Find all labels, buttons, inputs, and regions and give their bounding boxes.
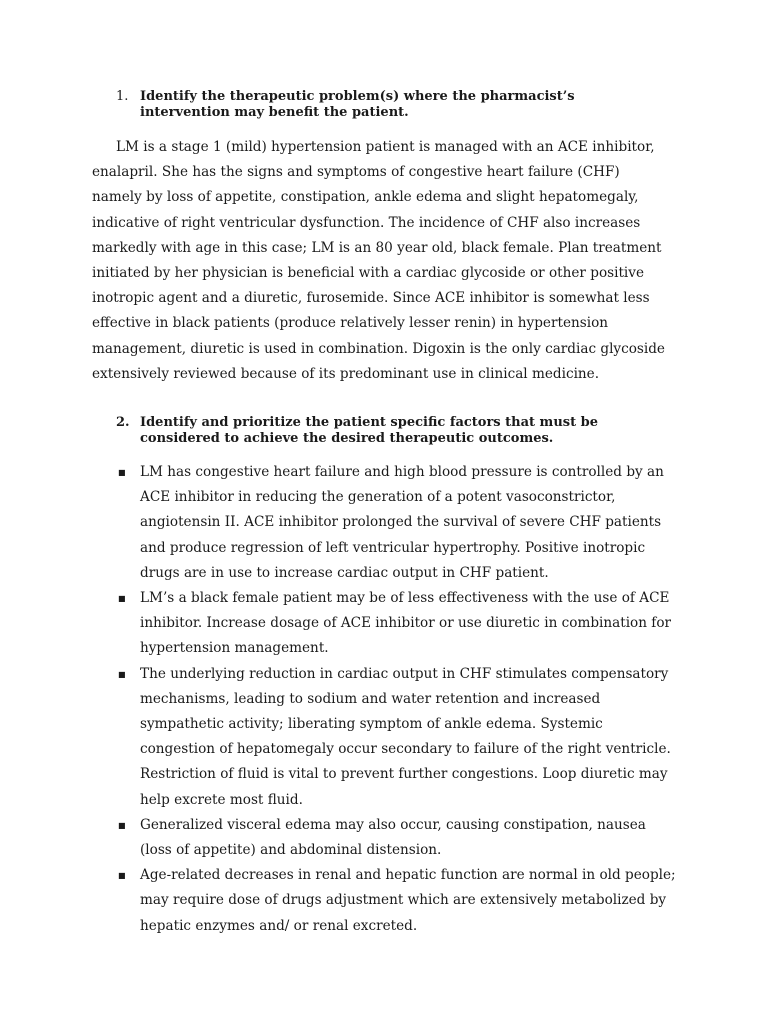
question-1-title: Identify the therapeutic problem(s) where the pharmacist’s intervention may benefit the patient. — [140, 89, 575, 120]
question-2-bullet-list — [116, 460, 676, 939]
square-bullet-icon: ■ — [118, 820, 126, 830]
bullet-text: The underlying reduction in cardiac output in CHF stimulates compensatory mechanisms, leading to sodium and water retention and increased sympathetic activity; liberating symptom of ankle edema. Systemic congestion of hepatomegaly occur secondary to failure of the right ventricle. Restriction of fluid is vital to prevent further congestions. Loop diuretic may help excrete most fluid. — [140, 665, 671, 808]
question-2-number: 2. — [116, 415, 130, 430]
list-item — [116, 813, 676, 863]
bullet-text: LM’s a black female patient may be of less effectiveness with the use of ACE inhibitor. Increase dosage of ACE inhibitor or use diuretic in combination for hypertension management. — [140, 590, 672, 657]
square-bullet-icon: ■ — [118, 468, 126, 477]
bullet-text: Age-related decreases in renal and hepatic function are normal in old people; may require dose of drugs adjustment which are extensively metabolized by hepatic enzymes and/ or renal excreted. — [140, 867, 676, 934]
list-item — [116, 662, 676, 813]
question-1-answer-paragraph: LM is a stage 1 (mild) hypertension patient is managed with an ACE inhibitor, enalapril. She has the signs and symptoms of congestive heart failure (CHF) namely by loss of appetite, constipation, ankle edema and slight hepatomegaly, indicative of right ventricular dysfunction. The incidence of CHF also increases markedly with age in this case; LM is an 80 year old, black female. Plan treatment initiated by her physician is beneficial with a cardiac glycoside or other positive inotropic agent and a diuretic, furosemide. Since ACE inhibitor is somewhat less effective in black patients (produce relatively lesser renin) in hypertension management, diuretic is used in combination. Digoxin is the only cardiac glycoside extensively reviewed because of its predominant use in clinical medicine. — [92, 139, 665, 382]
question-1-number: 1. — [116, 89, 129, 104]
list-item — [116, 586, 676, 662]
square-bullet-icon: ■ — [118, 669, 126, 679]
bullet-text: Generalized visceral edema may also occur, causing constipation, nausea (loss of appetite) and abdominal distension. — [140, 816, 646, 859]
question-2-title: Identify and prioritize the patient specific factors that must be considered to achieve the desired therapeutic outcomes. — [140, 415, 598, 446]
question-2-heading — [116, 415, 656, 447]
list-item — [116, 460, 676, 586]
square-bullet-icon: ■ — [118, 594, 126, 604]
square-bullet-icon: ■ — [118, 871, 126, 881]
bullet-text: LM has congestive heart failure and high blood pressure is controlled by an ACE inhibitor in reducing the generation of a potent vasoconstrictor, angiotensin II. ACE inhibitor prolonged the survival of severe CHF patients and produce regression of left ventricular hypertrophy. Positive inotropic drugs are in use to increase cardiac output in CHF patient. — [140, 464, 664, 581]
question-1-heading — [116, 89, 656, 121]
list-item — [116, 863, 676, 939]
